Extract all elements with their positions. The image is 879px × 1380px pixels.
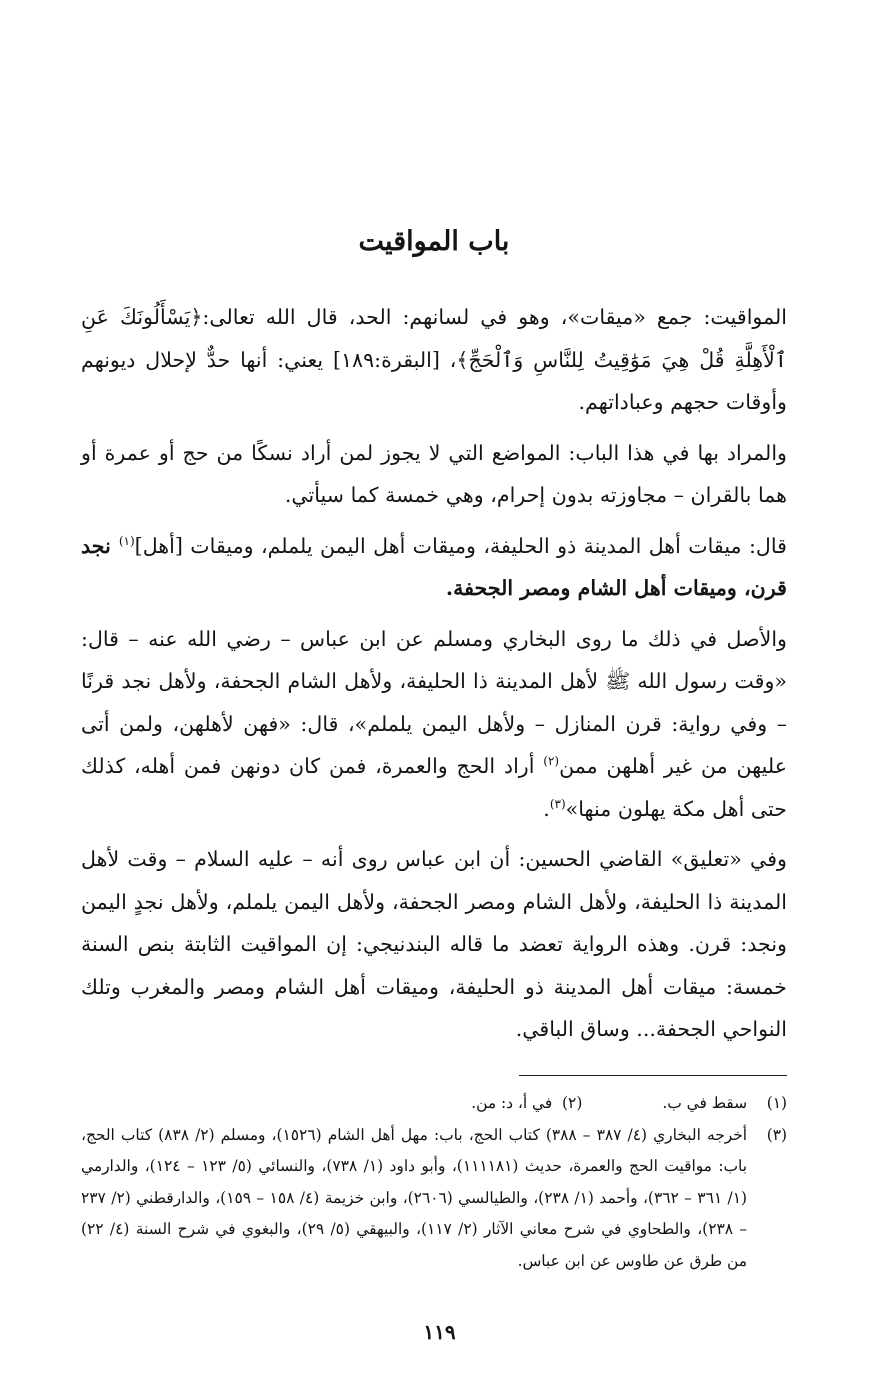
hadith-text-3: . bbox=[543, 796, 550, 821]
paragraph-definition-rest: ، [البقرة:١٨٩] يعني: أنها حدٌّ لإحلال ديونهم وأوقات حجهم وعباداتهم. bbox=[81, 347, 787, 414]
footnote-1-number: (١) bbox=[766, 1094, 787, 1112]
paragraph-hadith bbox=[81, 618, 787, 831]
page-number: ١١٩ bbox=[423, 1320, 456, 1344]
footnote-ref-2[interactable]: (٢) bbox=[543, 754, 560, 769]
chapter-title: باب المواقيت bbox=[358, 226, 510, 257]
paragraph-definition bbox=[81, 296, 787, 424]
paragraph-taliq: وفي «تعليق» القاضي الحسين: أن ابن عباس روى أنه – عليه السلام – وقت لأهل المدينة ذا الحليفة، ولأهل الشام ومصر الجحفة، ولأهل اليمن يلملم، ولأهل نجدٍ اليمن ونجد: قرن. وهذه الرواية تعضد ما قاله البندنيجي: إن المواقيت الثابتة بنص السنة خمسة: ميقات أهل المدينة ذو الحليفة، وميقات أهل الشام ومصر والمغرب وتلك النواحي الجحفة... وساق الباقي. bbox=[81, 847, 787, 1041]
hadith-text-2: أراد الحج والعمرة، فمن كان دونهن فمن أهله، كذلك حتى أهل مكة يهلون منها» bbox=[81, 754, 787, 821]
footnote-2-text: في أ، د: من. bbox=[471, 1094, 553, 1112]
footnote-divider bbox=[519, 1075, 787, 1076]
paragraph-definition-intro: المواقيت: جمع «ميقات»، وهو في لسانهم: الحد، قال الله تعالى: bbox=[202, 305, 787, 329]
paragraph-meaning: والمراد بها في هذا الباب: المواضع التي لا يجوز لمن أراد نسكًا من حج أو عمرة أو هما بالقران – مجاوزته بدون إحرام، وهي خمسة كما سيأتي. bbox=[81, 440, 787, 507]
footnote-1-text: سقط في ب. bbox=[662, 1094, 747, 1112]
footnote-ref-3[interactable]: (٣) bbox=[549, 796, 566, 811]
footnotes bbox=[81, 1088, 787, 1277]
paragraph-matn bbox=[81, 525, 787, 610]
quran-verse: ﴿يَسْأَلُونَكَ عَنِ ٱلْأَهِلَّةِ قُلْ هِيَ مَوَٰقِيتُ لِلنَّاسِ وَٱلْحَجِّ﴾ bbox=[81, 305, 787, 372]
matn-text-1: قال: ميقات أهل المدينة ذو الحليفة، وميقات أهل اليمن يلملم، وميقات [أهل] bbox=[134, 533, 787, 558]
hadith-text-1: والأصل في ذلك ما روى البخاري ومسلم عن ابن عباس – رضي الله عنه – قال: «وقت رسول الله ﷺ لأهل المدينة ذا الحليفة، ولأهل الشام الجحفة، ولأهل نجد قرنًا – وفي رواية: قرن المنازل – ولأهل اليمن يلملم»، قال: «فهن لأهلهن، ولمن أتى عليهن من غير أهلهن ممن bbox=[81, 626, 787, 778]
main-text bbox=[81, 222, 787, 1059]
footnote-3-text: أخرجه البخاري (٤/ ٣٨٧ – ٣٨٨) كتاب الحج، باب: مهل أهل الشام (١٥٢٦)، ومسلم (٢/ ٨٣٨) كتاب الحج، باب: مواقيت الحج والعمرة، حديث (١١١١٨١)، وأبو داود (١/ ٧٣٨)، والنسائي (٥/ ١٢٣ – ١٢٤)، والدارمي (١/ ٣٦١ – ٣٦٢)، وأحمد (١/ ٢٣٨)، والطيالسي (٢٦٠٦)، وابن خزيمة (٤/ ١٥٨ – ١٥٩)، والدارقطني (٢/ ٢٣٧ – ٢٣٨)، والطحاوي في شرح معاني الآثار (٢/ ١١٧)، والبيهقي (٥/ ٢٩)، والبغوي في شرح السنة (٤/ ٢٢) من طرق عن طاوس عن ابن عباس. bbox=[81, 1125, 748, 1270]
footnote-row-1-2 bbox=[81, 1088, 787, 1120]
footnote-2-number: (٢) bbox=[562, 1094, 583, 1112]
matn-text-2: نجد قرن، وميقات أهل الشام ومصر الجحفة. bbox=[81, 533, 787, 600]
footnote-3-number: (٣) bbox=[766, 1125, 787, 1144]
footnote-row-3 bbox=[81, 1120, 787, 1278]
footnote-ref-1[interactable]: (١) bbox=[118, 533, 135, 548]
